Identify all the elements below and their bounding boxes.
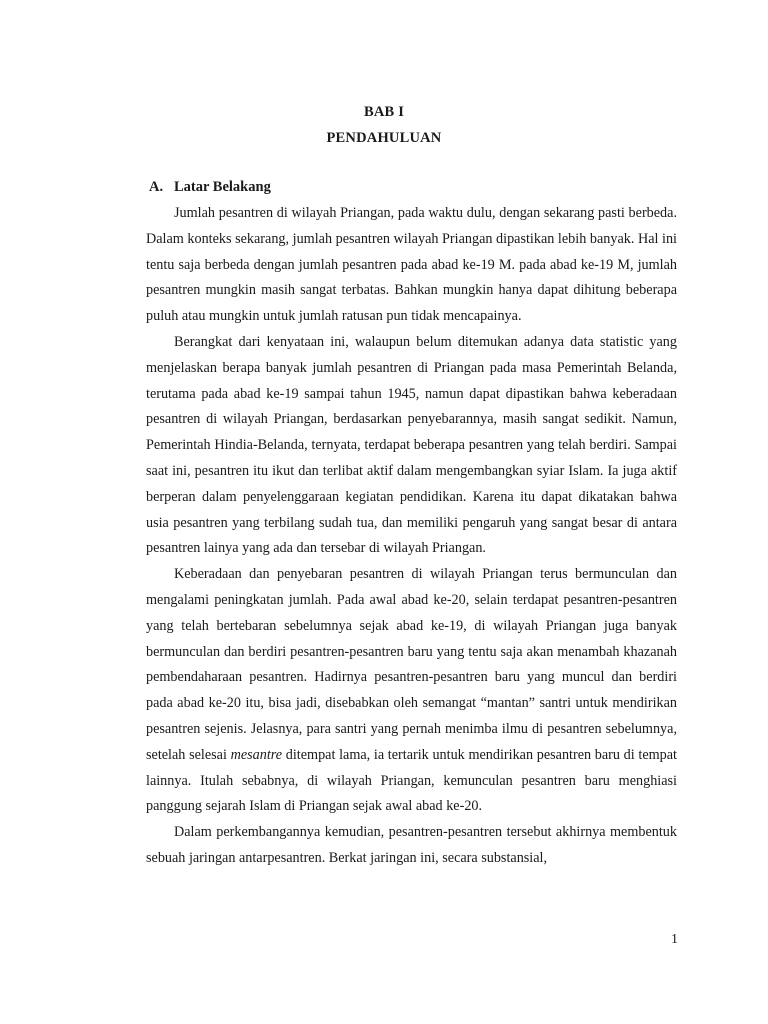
paragraph-3-text-start: Keberadaan dan penyebaran pesantren di wilayah Priangan terus bermunculan dan mengalami peningkatan jumlah. Pada awal abad ke-20, selain terdapat pesantren-pesantren yang telah bertebaran sebelumnya sejak abad ke-19, di wilayah Priangan juga banyak bermunculan dan berdiri pesantren-pesantren baru yang tentu saja akan menambah khazanah pembendaharaan pesantren. Hadirnya pesantren-pesantren baru yang muncul dan berdiri pada abad ke-20 itu, bisa jadi, disebabkan oleh semangat “mantan” santri untuk mendirikan pesantren sejenis. Jelasnya, para santri yang pernah menimba ilmu di pesantren sebelumnya, setelah selesai (146, 566, 677, 763)
paragraph-3 (146, 562, 677, 820)
section-heading (149, 179, 271, 196)
paragraph-4: Dalam perkembangannya kemudian, pesantren-pesantren tersebut akhirnya membentuk sebuah jaringan antarpesantren. Berkat jaringan ini, secara substansial, (146, 824, 677, 866)
chapter-title: PENDAHULUAN (326, 130, 442, 146)
section-letter: A. (149, 179, 164, 195)
paragraph-2: Berangkat dari kenyataan ini, walaupun belum ditemukan adanya data statistic yang menjelaskan berapa banyak jumlah pesantren di Priangan pada masa Pemerintah Belanda, terutama pada abad ke-19 sampai tahun 1945, namun dapat dipastikan bahwa keberadaan pesantren di wilayah Priangan, berdasarkan penyebarannya, masih sangat sedikit. Namun, Pemerintah Hindia-Belanda, ternyata, terdapat beberapa pesantren yang telah berdiri. Sampai saat ini, pesantren itu ikut dan terlibat aktif dalam mengembangkan syiar Islam. Ia juga aktif berperan dalam penyelenggaraan kegiatan pendidikan. Karena itu dapat dikatakan bahwa usia pesantren yang terbilang sudah tua, dan memiliki pengaruh yang sangat besar di antara pesantren lainya yang ada dan tersebar di wilayah Priangan. (146, 333, 677, 557)
paragraph-3-italic-term: mesantre (230, 746, 283, 763)
chapter-number: BAB I (363, 104, 405, 120)
section-title: Latar Belakang (174, 179, 271, 195)
paragraph-1: Jumlah pesantren di wilayah Priangan, pada waktu dulu, dengan sekarang pasti berbeda. Dalam konteks sekarang, jumlah pesantren wilayah Priangan dipastikan lebih banyak. Hal ini tentu saja berbeda dengan jumlah pesantren pada abad ke-19 M. pada abad ke-19 M, jumlah pesantren mungkin masih sangat terbatas. Bahkan mungkin hanya dapat dihitung beberapa puluh atau mungkin untuk jumlah ratusan pun tidak mencapainya. (146, 205, 677, 325)
body-text (146, 201, 677, 872)
page-number: 1 (671, 932, 678, 947)
paragraph-3-text-end: ditempat lama, ia tertarik untuk mendirikan pesantren baru di tempat lainnya. Itulah sebabnya, di wilayah Priangan, kemunculan pesantren baru menghiasi panggung sejarah Islam di Priangan sejak awal abad ke-20. (146, 746, 677, 815)
